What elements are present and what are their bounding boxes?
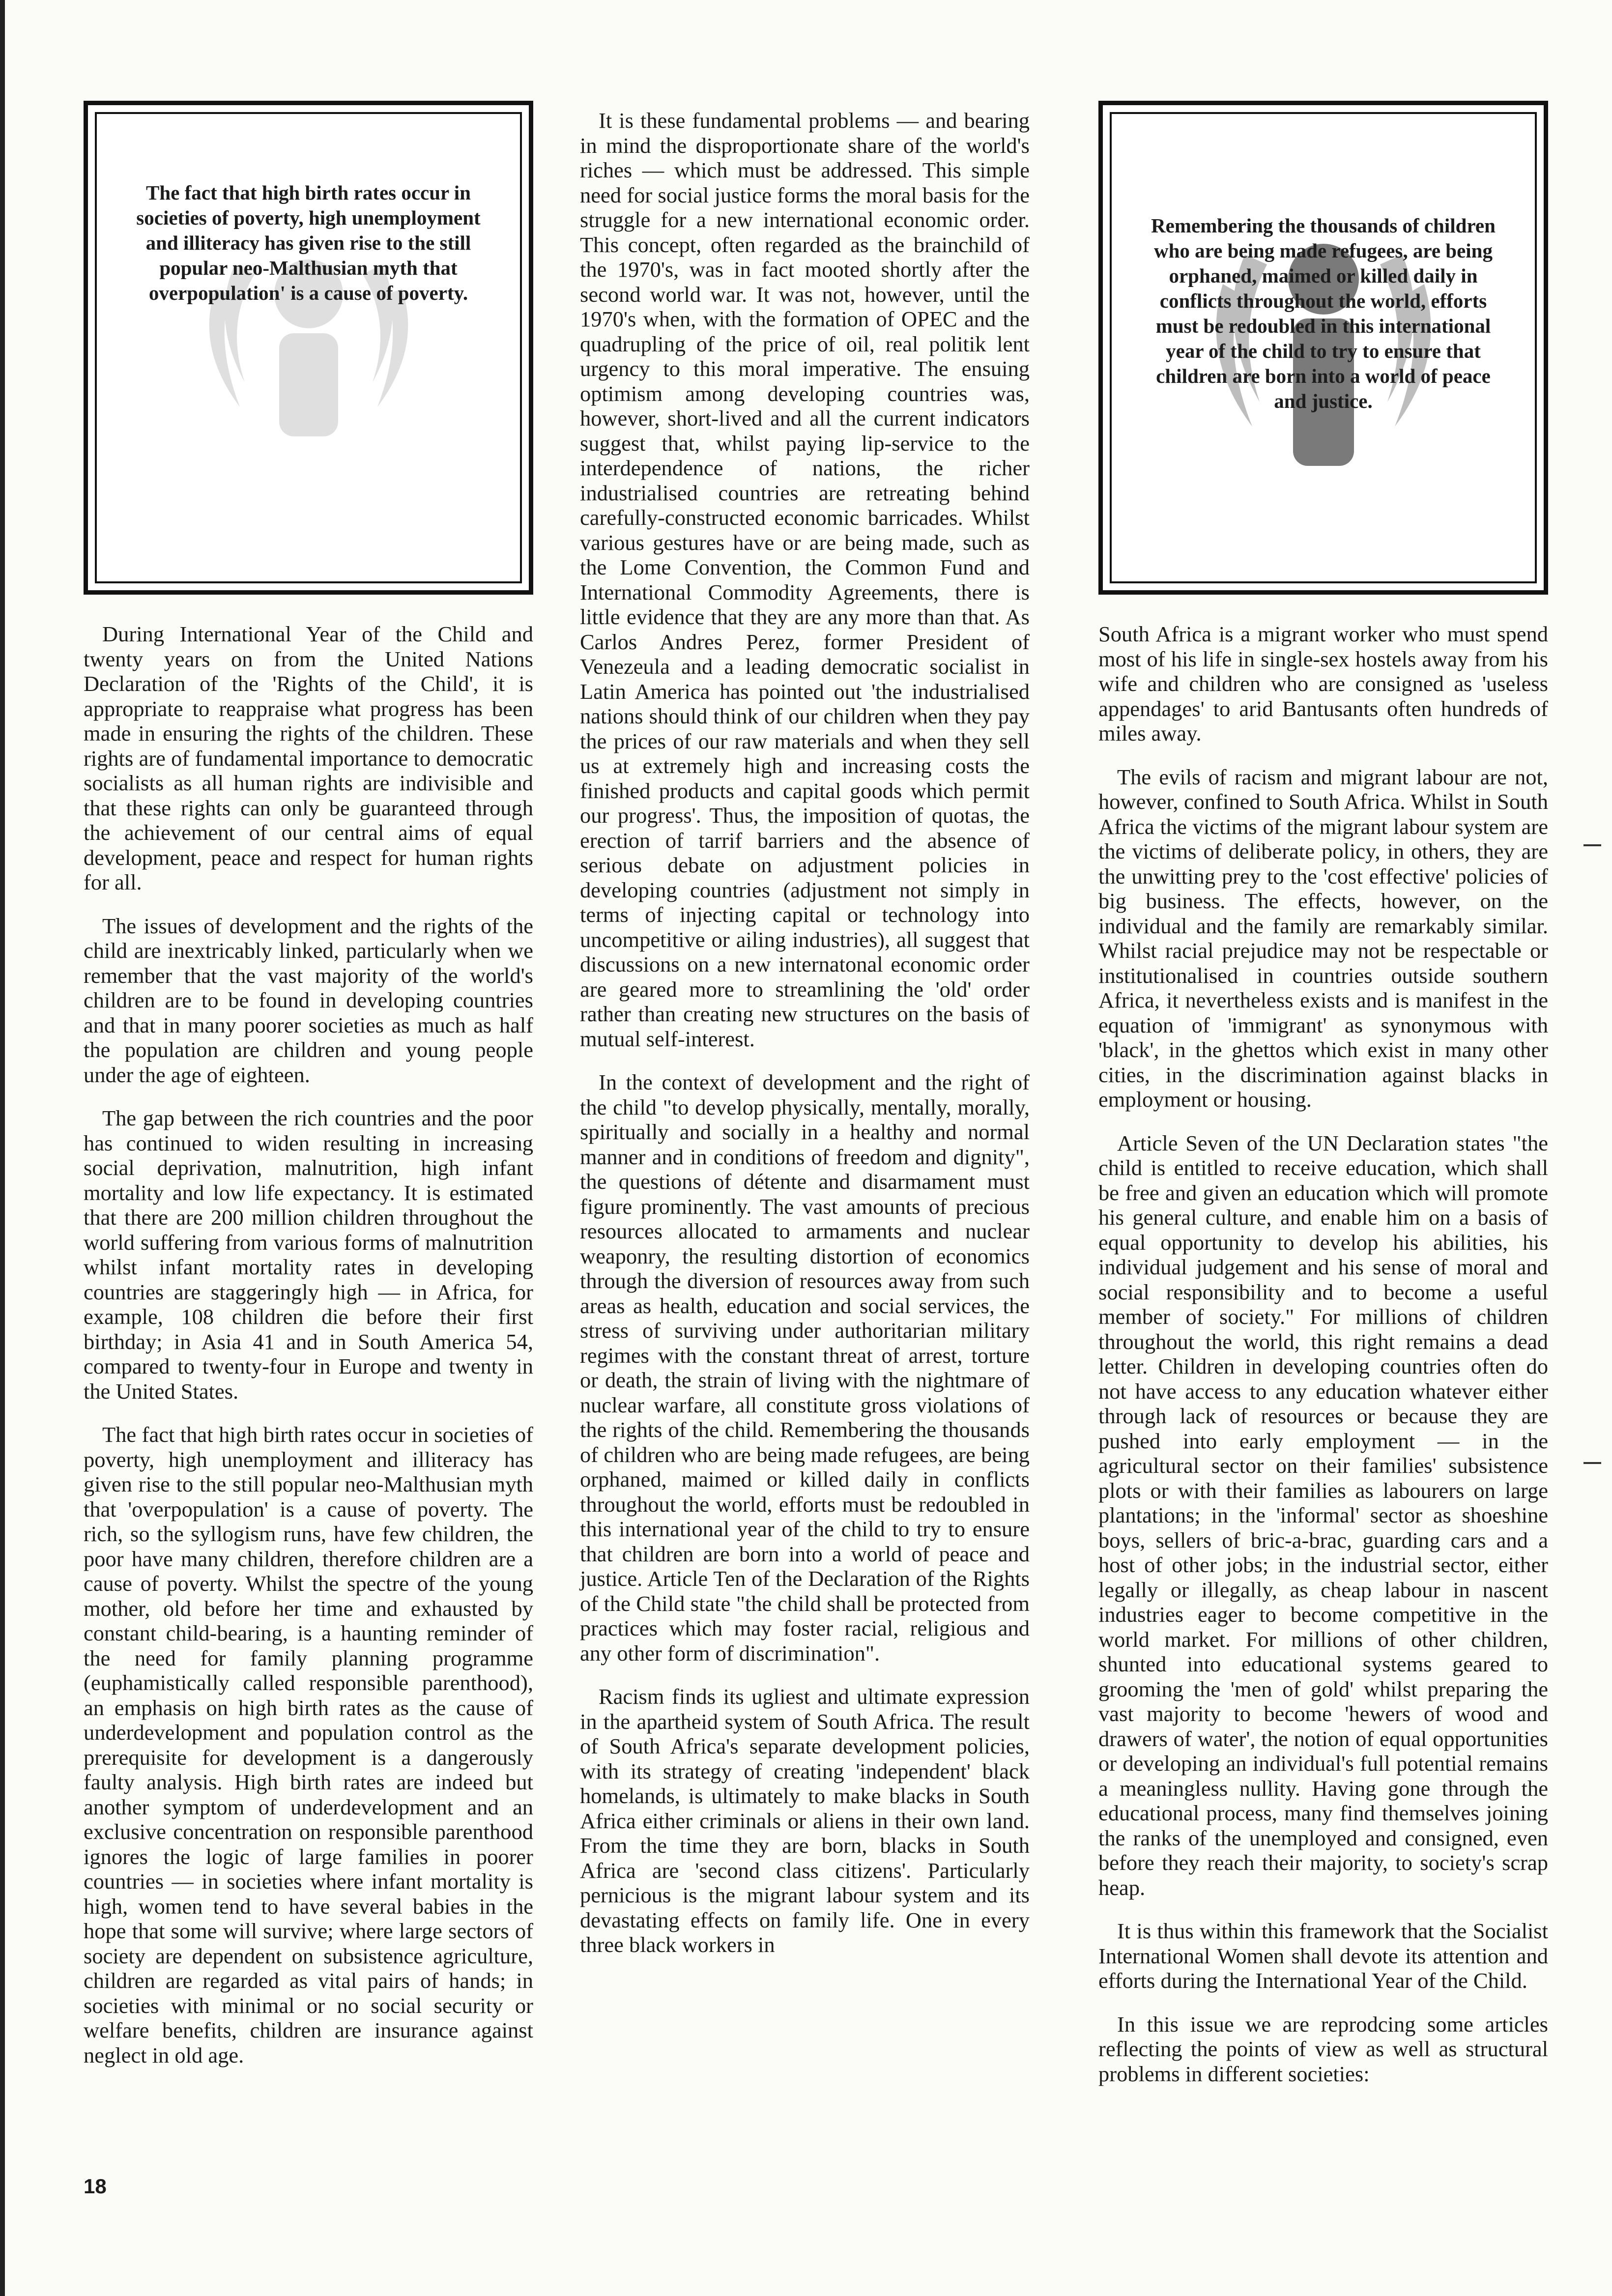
paragraph: Racism finds its ugliest and ultimate expression in the apartheid system of South Africa. The result of South Africa's separate development policies, with its strategy of creating 'independent' black homelands, is ultimately to make blacks in South Africa either criminals or aliens in their own land. From the time they are born, blacks in South Africa are 'second class citizens'. Particularly pernicious is the migrant labour system and its devastating effects on family life. One in every three black workers in bbox=[580, 1684, 1030, 1957]
pullquote-box-left bbox=[84, 101, 533, 595]
margin-mark bbox=[1583, 844, 1601, 846]
paragraph: In the context of development and the right of the child "to develop physically, mentally, morally, spiritually and socially in a healthy and normal manner and in conditions of freedom and dignity", the questions of détente and disarmament must figure prominently. The vast amounts of precious resources allocated to armaments and nuclear weaponry, the resulting distortion of economics through the diversion of resources away from such areas as health, education and social services, the stress of surviving under authoritarian military regimes with the constant threat of arrest, torture or death, the strain of living with the nightmare of nuclear warfare, all constitute gross violations of the rights of the child. Remembering the thousands of children who are being made refugees, are being orphaned, maimed or killed daily in conflicts throughout the world, efforts must be redoubled in this international year of the child to try to ensure that children are born into a world of peace and justice. Article Ten of the Declaration of the Rights of the Child state "the child shall be protected from practices which may foster racial, religious and any other form of discrimination". bbox=[580, 1070, 1030, 1665]
pullquote-text-right: Remembering the thousands of children who are being made refugees, are being orphaned, maimed or killed daily in conflicts throughout the world, efforts must be redoubled in this international year of the child to try to ensure that children are born into a world of peace and justice. bbox=[1151, 214, 1496, 412]
page-number: 18 bbox=[84, 2175, 107, 2198]
paragraph: During International Year of the Child and twenty years on from the United Nations Declaration of the 'Rights of the Child', it is appropriate to reappraise what progress has been made in ensuring the rights of the children. These rights are of fundamental importance to democratic socialists as all human rights are indivisible and that these rights can only be guaranteed through the achievement of our central aims of equal development, peace and respect for human rights for all. bbox=[84, 622, 533, 894]
column-right bbox=[1098, 101, 1548, 2105]
paragraph: Article Seven of the UN Declaration states "the child is entitled to receive education, which shall be free and given an education which will promote his general culture, and enable him on a basis of equal opportunity to develop his abilities, his individual judgement and his sense of moral and social responsibility and to become a useful member of society." For millions of children throughout the world, this right remains a dead letter. Children in developing countries often do not have access to any education whatever either through lack of resources or because they are pushed into early employment — in the agricultural sector on their families' subsistence plots or with their families as labourers on large plantations; in the 'informal' sector as shoeshine boys, sellers of bric-a-brac, guarding cars and a host of other jobs; in the industrial sector, either legally or illegally, as cheap labour in nascent industries eager to become competitive in the world market. For millions of other children, shunted into educational systems geared to grooming the 'men of gold' whilst preparing the vast majority to become 'hewers of wood and drawers of water', the notion of equal opportunities or developing an individual's full potential remains a meaningless nullity. Having gone through the educational process, many find themselves joining the ranks of the unemployed and consigned, even before they reach their majority, to society's scrap heap. bbox=[1098, 1130, 1548, 1900]
column-middle bbox=[580, 108, 1030, 1976]
margin-mark bbox=[1583, 1462, 1601, 1464]
pullquote-text-left: The fact that high birth rates occur in societies of poverty, high unemployment and illiteracy has given rise to the still popular neo-Malthusian myth that overpopulation' is a cause of poverty. bbox=[136, 181, 481, 304]
paragraph: It is thus within this framework that the Socialist International Women shall devote its attention and efforts during the International Year of the Child. bbox=[1098, 1919, 1548, 1993]
pullquote-box-right bbox=[1098, 101, 1548, 595]
paragraph: In this issue we are reprodcing some articles reflecting the points of view as well as structural problems in different societies: bbox=[1098, 2011, 1548, 2086]
paragraph: The issues of development and the rights of the child are inextricably linked, particularly when we remember that the vast majority of the world's children are to be found in developing countries and that in many poorer societies as much as half the population are children and young people under the age of eighteen. bbox=[84, 913, 533, 1087]
paragraph: It is these fundamental problems — and bearing in mind the disproportionate share of the world's riches — which must be addressed. This simple need for social justice forms the moral basis for the struggle for a new international economic order. This concept, often regarded as the brainchild of the 1970's, was in fact mooted shortly after the second world war. It was not, however, until the 1970's when, with the formation of OPEC and the quadrupling of the price of oil, real politik lent urgency to this moral imperative. The ensuing optimism among developing countries was, however, short-lived and all the current indicators suggest that, whilst paying lip-service to the interdependence of nations, the richer industrialised countries are retreating behind carefully-constructed economic barricades. Whilst various gestures have or are being made, such as the Lome Convention, the Common Fund and International Commodity Agreements, there is little evidence that they are any more than that. As Carlos Andres Perez, former President of Venezeula and a leading democratic socialist in Latin America has pointed out 'the industrialised nations should think of our children when they pay the prices of our raw materials and when they sell us at extremely high and increasing costs the finished products and capital goods which permit our progress'. Thus, the imposition of quotas, the erection of tarrif barriers and the absence of serious debate on adjustment policies in developing countries (adjustment not simply in terms of injecting capital or technology into uncompetitive or ailing industries), all suggest that discussions on a new internatonal economic order are geared more to streamlining the 'old' order rather than creating new structures on the basis of mutual self-interest. bbox=[580, 108, 1030, 1051]
paragraph: The fact that high birth rates occur in societies of poverty, high unemployment and illiteracy has given rise to the still popular neo-Malthusian myth that 'overpopulation' is a cause of poverty. The rich, so the syllogism runs, have few children, the poor have many children, therefore children are a cause of poverty. Whilst the spectre of the young mother, old before her time and exhausted by constant child-bearing, is a haunting reminder of the need for family planning programme (euphamistically called responsible parenthood), an emphasis on high birth rates as the cause of underdevelopment and population control as the prerequisite for development is a dangerously faulty analysis. High birth rates are indeed but another symptom of underdevelopment and an exclusive concentration on responsible parenthood ignores the logic of large families in poorer countries — in societies where infant mortality is high, women tend to have several babies in the hope that some will survive; where large sectors of society are dependent on subsistence agriculture, children are regarded as vital pairs of hands; in societies with minimal or no social security or welfare benefits, children are insurance against neglect in old age. bbox=[84, 1422, 533, 2067]
paragraph: South Africa is a migrant worker who must spend most of his life in single-sex hostels away from his wife and children who are consigned as 'useless appendages' to arid Bantusants often hundreds of miles away. bbox=[1098, 622, 1548, 746]
page-left-edge bbox=[0, 0, 5, 2296]
paragraph: The gap between the rich countries and the poor has continued to widen resulting in increasing social deprivation, malnutrition, high infant mortality and low life expectancy. It is estimated that there are 200 million children throughout the world suffering from various forms of malnutrition whilst infant mortality rates in developing countries are staggeringly high — in Africa, for example, 108 children die before their first birthday; in Asia 41 and in South America 54, compared to twenty-four in Europe and twenty in the United States. bbox=[84, 1106, 533, 1404]
column-left bbox=[84, 101, 533, 2086]
paragraph: The evils of racism and migrant labour are not, however, confined to South Africa. Whilst in South Africa the victims of the migrant labour system are the victims of deliberate policy, in others, they are the unwitting prey to the 'cost effective' policies of big business. The effects, however, on the individual and the family are remarkably similar. Whilst racial prejudice may not be respectable or institutionalised in countries outside southern Africa, it nevertheless exists and is manifest in the equation of 'immigrant' as synonymous with 'black', in the ghettos which exist in many other cities, in the discrimination against blacks in employment or housing. bbox=[1098, 764, 1548, 1112]
